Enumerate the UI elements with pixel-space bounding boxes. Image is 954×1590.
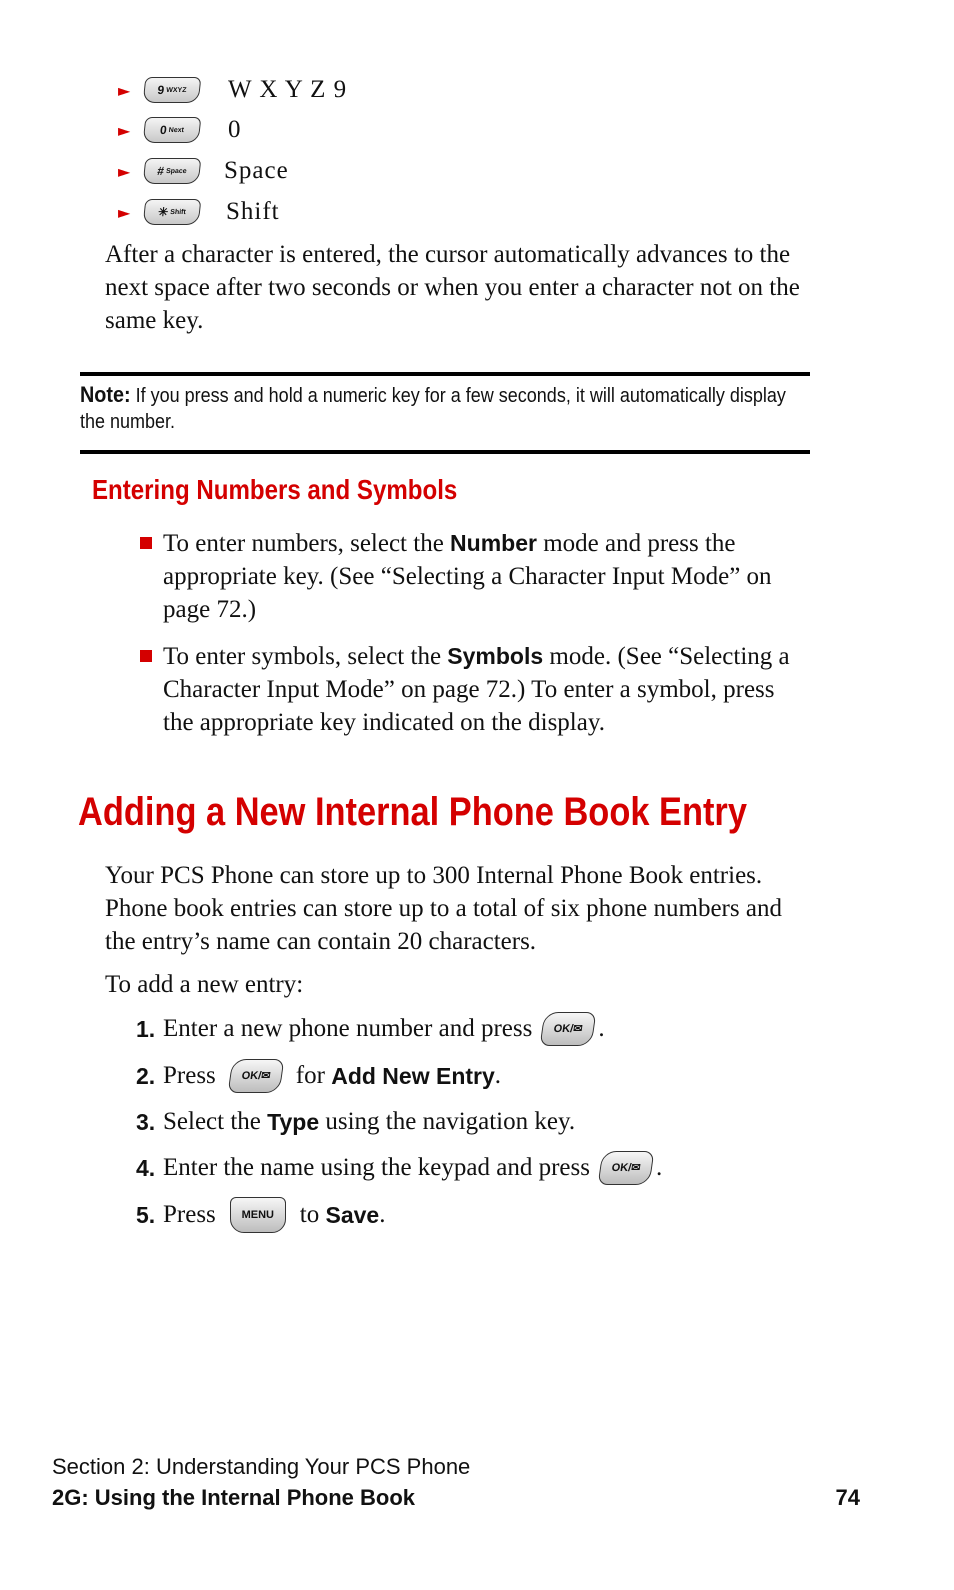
key-row-pound	[118, 153, 289, 189]
main-heading: Adding a New Internal Phone Book Entry	[78, 790, 747, 834]
key-pound-icon: # Space	[143, 158, 202, 184]
arrow-icon: ►	[118, 120, 131, 140]
footer-chapter: 2G: Using the Internal Phone Book	[52, 1485, 416, 1510]
menu-key-icon: MENU	[230, 1197, 286, 1233]
bullet-square-icon	[140, 537, 152, 549]
key-label: Space	[224, 157, 289, 184]
bullet-item: To enter numbers, select the Number mode and press the appropriate key. (See “Selecting a Character Input Mode” on page 72.)	[140, 527, 810, 626]
note-text: Note: If you press and hold a numeric key for a few seconds, it will automatically display the number.	[80, 382, 786, 433]
bullet-square-icon	[140, 650, 152, 662]
ok-key-icon: OK/✉	[540, 1012, 597, 1046]
key-0-icon: 0 Next	[143, 117, 202, 143]
key-label: W X Y Z 9	[228, 76, 348, 103]
page-number: 74	[835, 1485, 860, 1510]
key-row-9	[118, 72, 347, 108]
note-box	[80, 372, 810, 454]
ok-key-icon: OK/✉	[598, 1151, 655, 1185]
key-star-icon: ✳ Shift	[143, 199, 202, 225]
step-5: 5. Press MENU to Save .	[136, 1195, 385, 1235]
section-heading: Entering Numbers and Symbols	[92, 474, 458, 505]
lead-in: To add a new entry:	[105, 971, 304, 998]
step-4: 4. Enter the name using the keypad and press OK/✉ .	[136, 1148, 662, 1188]
body-paragraph: Your PCS Phone can store up to 300 Internal Phone Book entries. Phone book entries can store up to a total of six phone numbers and the entry’s name can contain 20 characters.	[105, 862, 782, 955]
step-2: 2. Press OK/✉ for Add New Entry .	[136, 1056, 501, 1096]
key-label: Shift	[226, 198, 280, 225]
bullet-item: To enter symbols, select the Symbols mode. (See “Selecting a Character Input Mode” on page 72.) To enter a symbol, press the appropriate key indicated on the display.	[140, 640, 810, 739]
key-row-star	[118, 194, 280, 230]
key-label: 0	[228, 116, 242, 143]
key-9-icon: 9 WXYZ	[143, 77, 202, 103]
arrow-icon: ►	[118, 202, 131, 222]
step-3: 3. Select the Type using the navigation key.	[136, 1108, 576, 1135]
arrow-icon: ►	[118, 161, 131, 181]
step-1: 1. Enter a new phone number and press OK/✉ .	[136, 1009, 605, 1049]
footer-section: Section 2: Understanding Your PCS Phone	[52, 1454, 471, 1479]
ok-key-icon: OK/✉	[227, 1059, 284, 1093]
key-row-0	[118, 112, 242, 148]
arrow-icon: ►	[118, 80, 131, 100]
intro-paragraph: After a character is entered, the cursor automatically advances to the next space after two seconds or when you enter a character not on the same key.	[105, 241, 800, 334]
note-label: Note:	[80, 382, 131, 407]
